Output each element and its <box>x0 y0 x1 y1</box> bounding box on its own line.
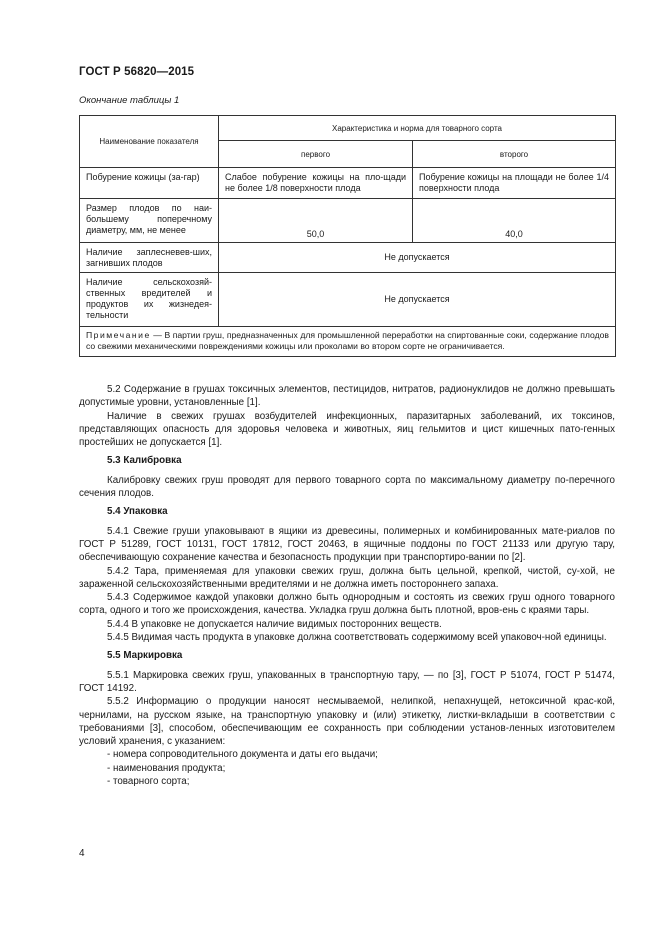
paragraph-5-5-2: 5.5.2 Информацию о продукции наносят несмываемой, нелипкой, непахнущей, нетоксичной крас-кой, чернилами, на русском языке, на транспортную упаковку и (или) этикетку, листки-вкладыши в соответствии с требованиями [3], способом, обеспечивающим ее сохранность при соблюдении установ-ленных изготовителем условий хранения, с указанием: <box>79 696 615 748</box>
table-row <box>80 199 616 243</box>
row-name: Наличие сельскохозяй-ственных вредителей и продуктов их жизнедея-тельности <box>80 273 219 327</box>
note-text: — В партии груш, предназначенных для промышленной переработки на спиртованные соки, содержание плодов со свежими механическими повреждениями кожицы или проколами во втором сорте не ограничивается. <box>86 330 609 351</box>
table-row <box>80 243 616 273</box>
paragraph-5-4-5: 5.4.5 Видимая часть продукта в упаковке должна соответствовать содержимому всей упаковоч-ной единицы. <box>107 632 607 644</box>
list-item: - наименования продукта; <box>107 762 226 774</box>
table-header-row <box>80 116 616 141</box>
body-text <box>79 383 615 788</box>
table-row <box>80 168 616 199</box>
page-number: 4 <box>79 848 85 859</box>
col-header-characteristic: Характеристика и норма для товарного сорта <box>219 116 616 141</box>
table-row <box>80 273 616 327</box>
paragraph-5-5-1: 5.5.1 Маркировка свежих груш, упакованных в транспортную тару, — по [3], ГОСТ Р 51074, ГОСТ Р 51474, ГОСТ 14192. <box>79 669 615 694</box>
table-note <box>80 327 616 357</box>
row-value-first: 50,0 <box>219 199 413 243</box>
row-value-first: Слабое побурение кожицы на пло-щади не более 1/8 поверхности плода <box>219 168 413 199</box>
paragraph-5-4-2: 5.4.2 Тара, применяемая для упаковки свежих груш, должна быть цельной, крепкой, чистой, су-хой, не зараженной сельскохозяйственными вредителями и не должна иметь постороннего запаха. <box>79 565 615 590</box>
row-value-merged: Не допускается <box>219 273 616 327</box>
quality-table <box>79 115 616 357</box>
row-value-second: 40,0 <box>413 199 616 243</box>
row-name: Наличие заплесневев-ших, загнивших плодов <box>80 243 219 273</box>
section-heading-5-4: 5.4 Упаковка <box>107 506 168 518</box>
paragraph-5-2-continued: Наличие в свежих грушах возбудителей инфекционных, паразитарных заболеваний, их токсинов, представляющих опасность для здоровья человека и животных, яиц гельмитов и цист кишечных пато-генных простейших не допускается [1]. <box>79 410 615 449</box>
section-heading-5-3: 5.3 Калибровка <box>107 455 182 467</box>
list-item: - номера сопроводительного документа и даты его выдачи; <box>107 749 378 761</box>
row-name: Размер плодов по наи-большему поперечному диаметру, мм, не менее <box>80 199 219 243</box>
note-label: Примечание <box>86 330 151 340</box>
col-header-first-grade: первого <box>219 141 413 168</box>
list-item: - товарного сорта; <box>107 776 190 788</box>
col-header-second-grade: второго <box>413 141 616 168</box>
section-heading-5-5: 5.5 Маркировка <box>107 650 183 662</box>
row-name: Побурение кожицы (за-гар) <box>80 168 219 199</box>
paragraph-5-2: 5.2 Содержание в грушах токсичных элементов, пестицидов, нитратов, радионуклидов не должно превышать допустимые уровни, установленные [1]. <box>79 384 615 409</box>
paragraph-5-3: Калибровку свежих груш проводят для первого товарного сорта по максимальному диаметру по-перечного сечения плодов. <box>79 474 615 500</box>
table-note-row <box>80 327 616 357</box>
row-value-second: Побурение кожицы на площади не более 1/4 поверхности плода <box>413 168 616 199</box>
table-caption: Окончание таблицы 1 <box>79 95 180 106</box>
paragraph-5-4-1: 5.4.1 Свежие груши упаковывают в ящики из древесины, полимерных и комбинированных мате-риалов по ГОСТ Р 51289, ГОСТ 10131, ГОСТ 17812, ГОСТ 20463, в ящичные поддоны по ГОСТ 21133 или другую тару, обеспечивающую сохранение качества и безопасность продукции при транспортиро-вании по [2]. <box>79 525 615 564</box>
document-header: ГОСТ Р 56820—2015 <box>79 66 195 78</box>
col-header-name: Наименование показателя <box>80 116 219 168</box>
row-value-merged: Не допускается <box>219 243 616 273</box>
paragraph-5-4-3: 5.4.3 Содержимое каждой упаковки должно быть однородным и состоять из свежих груш одного товарного сорта, одного и того же происхождения, качества. Укладка груш должна быть плотной, вров-ень с краями тары. <box>79 592 615 617</box>
paragraph-5-4-4: 5.4.4 В упаковке не допускается наличие видимых посторонних веществ. <box>107 618 442 630</box>
